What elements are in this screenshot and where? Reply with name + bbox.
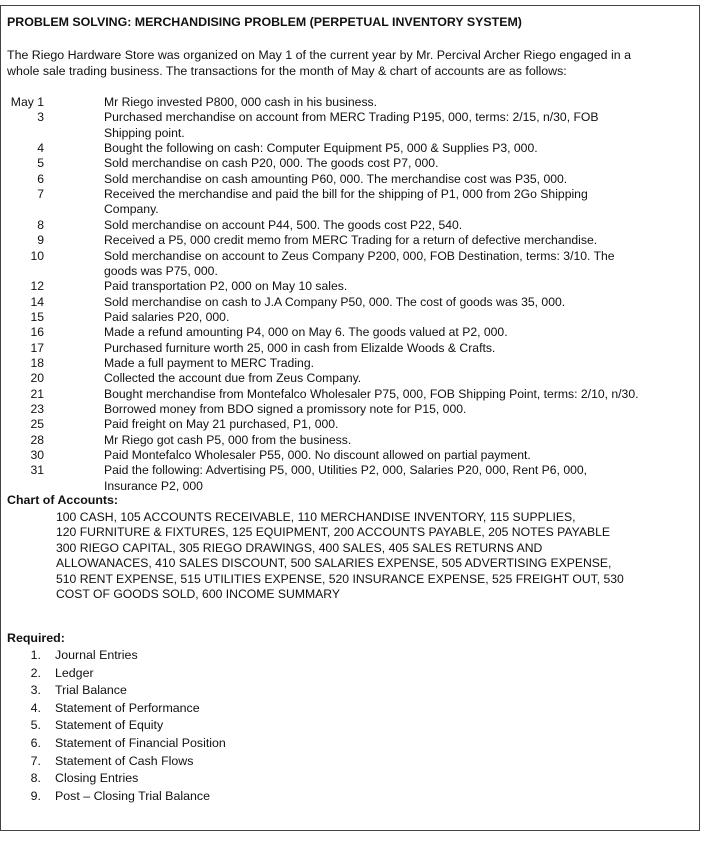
required-item-label: Statement of Cash Flows: [55, 753, 194, 768]
transaction-description: [104, 295, 700, 310]
transaction-date: 8: [37, 217, 44, 232]
transaction-row: [0, 233, 700, 248]
chart-of-accounts-line: 100 CASH, 105 ACCOUNTS RECEIVABLE, 110 MERCHANDISE INVENTORY, 115 SUPPLIES,: [56, 510, 576, 524]
transaction-row: [0, 218, 700, 233]
transaction-line: Paid Montefalco Wholesaler P55, 000. No discount allowed on partial payment.: [104, 448, 531, 463]
required-item-number: 8.: [30, 771, 41, 786]
transaction-line: Sold merchandise on cash amounting P60, 000. The merchandise cost was P35, 000.: [104, 171, 568, 186]
transaction-row: [0, 187, 700, 218]
transaction-row: [0, 448, 700, 463]
chart-of-accounts-line: COST OF GOODS SOLD, 600 INCOME SUMMARY: [56, 587, 340, 602]
transaction-line: Mr Riego got cash P5, 000 from the business.: [104, 432, 352, 447]
transaction-row: [0, 463, 700, 494]
required-item-label: Ledger: [55, 665, 94, 680]
required-item-label: Statement of Equity: [55, 718, 164, 733]
transaction-description: [104, 187, 700, 217]
transaction-date: 4: [37, 141, 44, 156]
transaction-date: 5: [37, 156, 44, 171]
transaction-description: [104, 95, 700, 110]
required-item-label: Trial Balance: [55, 683, 127, 698]
transaction-description: [104, 463, 700, 493]
transaction-date: 7: [37, 187, 44, 202]
transaction-row: [0, 156, 700, 171]
required-item-number: 4.: [30, 700, 41, 715]
required-item-number: 1.: [30, 648, 41, 662]
transaction-line: Shipping point.: [104, 125, 185, 140]
transaction-row: [0, 356, 700, 371]
transaction-row: [0, 279, 700, 294]
transaction-line: Received the merchandise and paid the bill for the shipping of P1, 000 from 2Go Shipping: [104, 187, 588, 202]
transaction-row: [0, 95, 700, 110]
transaction-row: [0, 172, 700, 187]
required-item-label: Journal Entries: [55, 648, 138, 662]
intro-line: The Riego Hardware Store was organized on May 1 of the current year by Mr. Percival Archer Riego engaged in a: [7, 48, 631, 62]
transaction-description: [104, 402, 700, 417]
transaction-date: May 1: [10, 95, 44, 109]
intro-paragraph: [7, 47, 697, 79]
chart-of-accounts-line: 510 RENT EXPENSE, 515 UTILITIES EXPENSE, 520 INSURANCE EXPENSE, 525 FREIGHT OUT, 530: [56, 571, 624, 586]
required-heading: Required:: [7, 631, 65, 645]
transaction-description: [104, 110, 700, 140]
transaction-description: [104, 233, 700, 248]
transaction-line: Sold merchandise on account to Zeus Company P200, 000, FOB Destination, terms: 3/10. The: [104, 248, 615, 263]
transaction-row: [0, 310, 700, 325]
intro-line: whole sale trading business. The transactions for the month of May & chart of accounts are as follows:: [7, 64, 567, 78]
transaction-line: Borrowed money from BDO signed a promissory note for P15, 000.: [104, 402, 467, 416]
transaction-line: Mr Riego invested P800, 000 cash in his business.: [104, 95, 378, 109]
required-item-number: 9.: [30, 788, 41, 803]
chart-of-accounts-line: ALLOWANACES, 410 SALES DISCOUNT, 500 SALARIES EXPENSE, 505 ADVERTISING EXPENSE,: [56, 556, 612, 571]
transaction-row: [0, 387, 700, 402]
chart-of-accounts-line: 300 RIEGO CAPITAL, 305 RIEGO DRAWINGS, 400 SALES, 405 SALES RETURNS AND: [56, 540, 543, 555]
transaction-row: [0, 433, 700, 448]
required-item-number: 3.: [30, 683, 41, 698]
chart-of-accounts-heading: Chart of Accounts:: [7, 493, 119, 507]
transaction-line: Bought merchandise from Montefalco Wholesaler P75, 000, FOB Shipping Point, terms: 2/10, n/30.: [104, 386, 639, 401]
chart-of-accounts-body: [56, 510, 696, 602]
transaction-line: Paid salaries P20, 000.: [104, 309, 230, 324]
transaction-date: 20: [30, 371, 44, 386]
transaction-date: 31: [30, 463, 44, 478]
transaction-description: [104, 325, 700, 340]
transaction-date: 17: [30, 340, 44, 355]
transaction-row: [0, 141, 700, 156]
transaction-description: [104, 172, 700, 187]
transaction-date: 30: [30, 448, 44, 463]
transaction-line: Made a refund amounting P4, 000 on May 6. The goods valued at P2, 000.: [104, 325, 508, 340]
transaction-description: [104, 156, 700, 171]
transaction-description: [104, 371, 700, 386]
transaction-date: 23: [30, 402, 44, 416]
transaction-row: [0, 110, 700, 141]
transaction-row: [0, 371, 700, 386]
transaction-line: Sold merchandise on cash to J.A Company P50, 000. The cost of goods was 35, 000.: [104, 294, 566, 309]
transaction-description: [104, 433, 700, 448]
transaction-description: [104, 249, 700, 279]
required-item-number: 5.: [30, 718, 41, 733]
transaction-line: Purchased furniture worth 25, 000 in cash from Elizalde Woods & Crafts.: [104, 340, 496, 355]
transaction-description: [104, 218, 700, 233]
transaction-description: [104, 310, 700, 325]
chart-of-accounts-line: 120 FURNITURE & FIXTURES, 125 EQUIPMENT, 200 ACCOUNTS PAYABLE, 205 NOTES PAYABLE: [56, 525, 611, 540]
required-item-number: 2.: [30, 665, 41, 680]
transaction-line: Paid the following: Advertising P5, 000, Utilities P2, 000, Salaries P20, 000, Rent P6, 000,: [104, 463, 588, 478]
transaction-date: 3: [37, 110, 44, 125]
transaction-line: Paid transportation P2, 000 on May 10 sales.: [104, 279, 348, 294]
transaction-date: 16: [30, 325, 44, 340]
transaction-date: 25: [30, 417, 44, 432]
required-item-label: Post – Closing Trial Balance: [55, 788, 210, 803]
transaction-row: [0, 402, 700, 417]
transaction-description: [104, 356, 700, 371]
transaction-line: Company.: [104, 202, 159, 217]
transaction-line: Insurance P2, 000: [104, 478, 203, 493]
transaction-date: 21: [30, 386, 44, 401]
required-item-label: Closing Entries: [55, 771, 139, 786]
required-item-number: 7.: [30, 753, 41, 768]
transaction-row: [0, 417, 700, 432]
transaction-line: Bought the following on cash: Computer Equipment P5, 000 & Supplies P3, 000.: [104, 141, 538, 156]
transaction-line: Collected the account due from Zeus Company.: [104, 371, 362, 386]
transaction-description: [104, 279, 700, 294]
required-item-number: 6.: [30, 736, 41, 750]
transaction-date: 15: [30, 309, 44, 324]
transaction-date: 14: [30, 294, 44, 309]
transaction-row: [0, 325, 700, 340]
transaction-line: Received a P5, 000 credit memo from MERC Trading for a return of defective merchandise.: [104, 233, 598, 248]
transaction-description: [104, 417, 700, 432]
transaction-row: [0, 295, 700, 310]
transaction-line: Made a full payment to MERC Trading.: [104, 355, 314, 370]
transaction-date: 9: [37, 233, 44, 248]
transaction-line: Sold merchandise on account P44, 500. The goods cost P22, 540.: [104, 217, 463, 232]
transaction-line: Paid freight on May 21 purchased, P1, 000.: [104, 417, 339, 432]
transaction-description: [104, 448, 700, 463]
transaction-line: goods was P75, 000.: [104, 263, 218, 278]
transaction-date: 6: [37, 171, 44, 186]
transaction-date: 12: [30, 279, 44, 294]
transaction-date: 28: [30, 432, 44, 447]
transaction-row: [0, 249, 700, 280]
page-title: PROBLEM SOLVING: MERCHANDISING PROBLEM (PERPETUAL INVENTORY SYSTEM): [7, 15, 522, 29]
transaction-date: 10: [30, 248, 44, 263]
required-item-label: Statement of Performance: [55, 700, 200, 715]
transaction-line: Sold merchandise on cash P20, 000. The goods cost P7, 000.: [104, 156, 439, 171]
required-item-label: Statement of Financial Position: [55, 736, 226, 750]
transaction-date: 18: [30, 355, 44, 370]
transaction-description: [104, 387, 700, 402]
transaction-row: [0, 341, 700, 356]
transaction-line: Purchased merchandise on account from MERC Trading P195, 000, terms: 2/15, n/30, FOB: [104, 110, 599, 125]
transaction-description: [104, 141, 700, 156]
transaction-description: [104, 341, 700, 356]
